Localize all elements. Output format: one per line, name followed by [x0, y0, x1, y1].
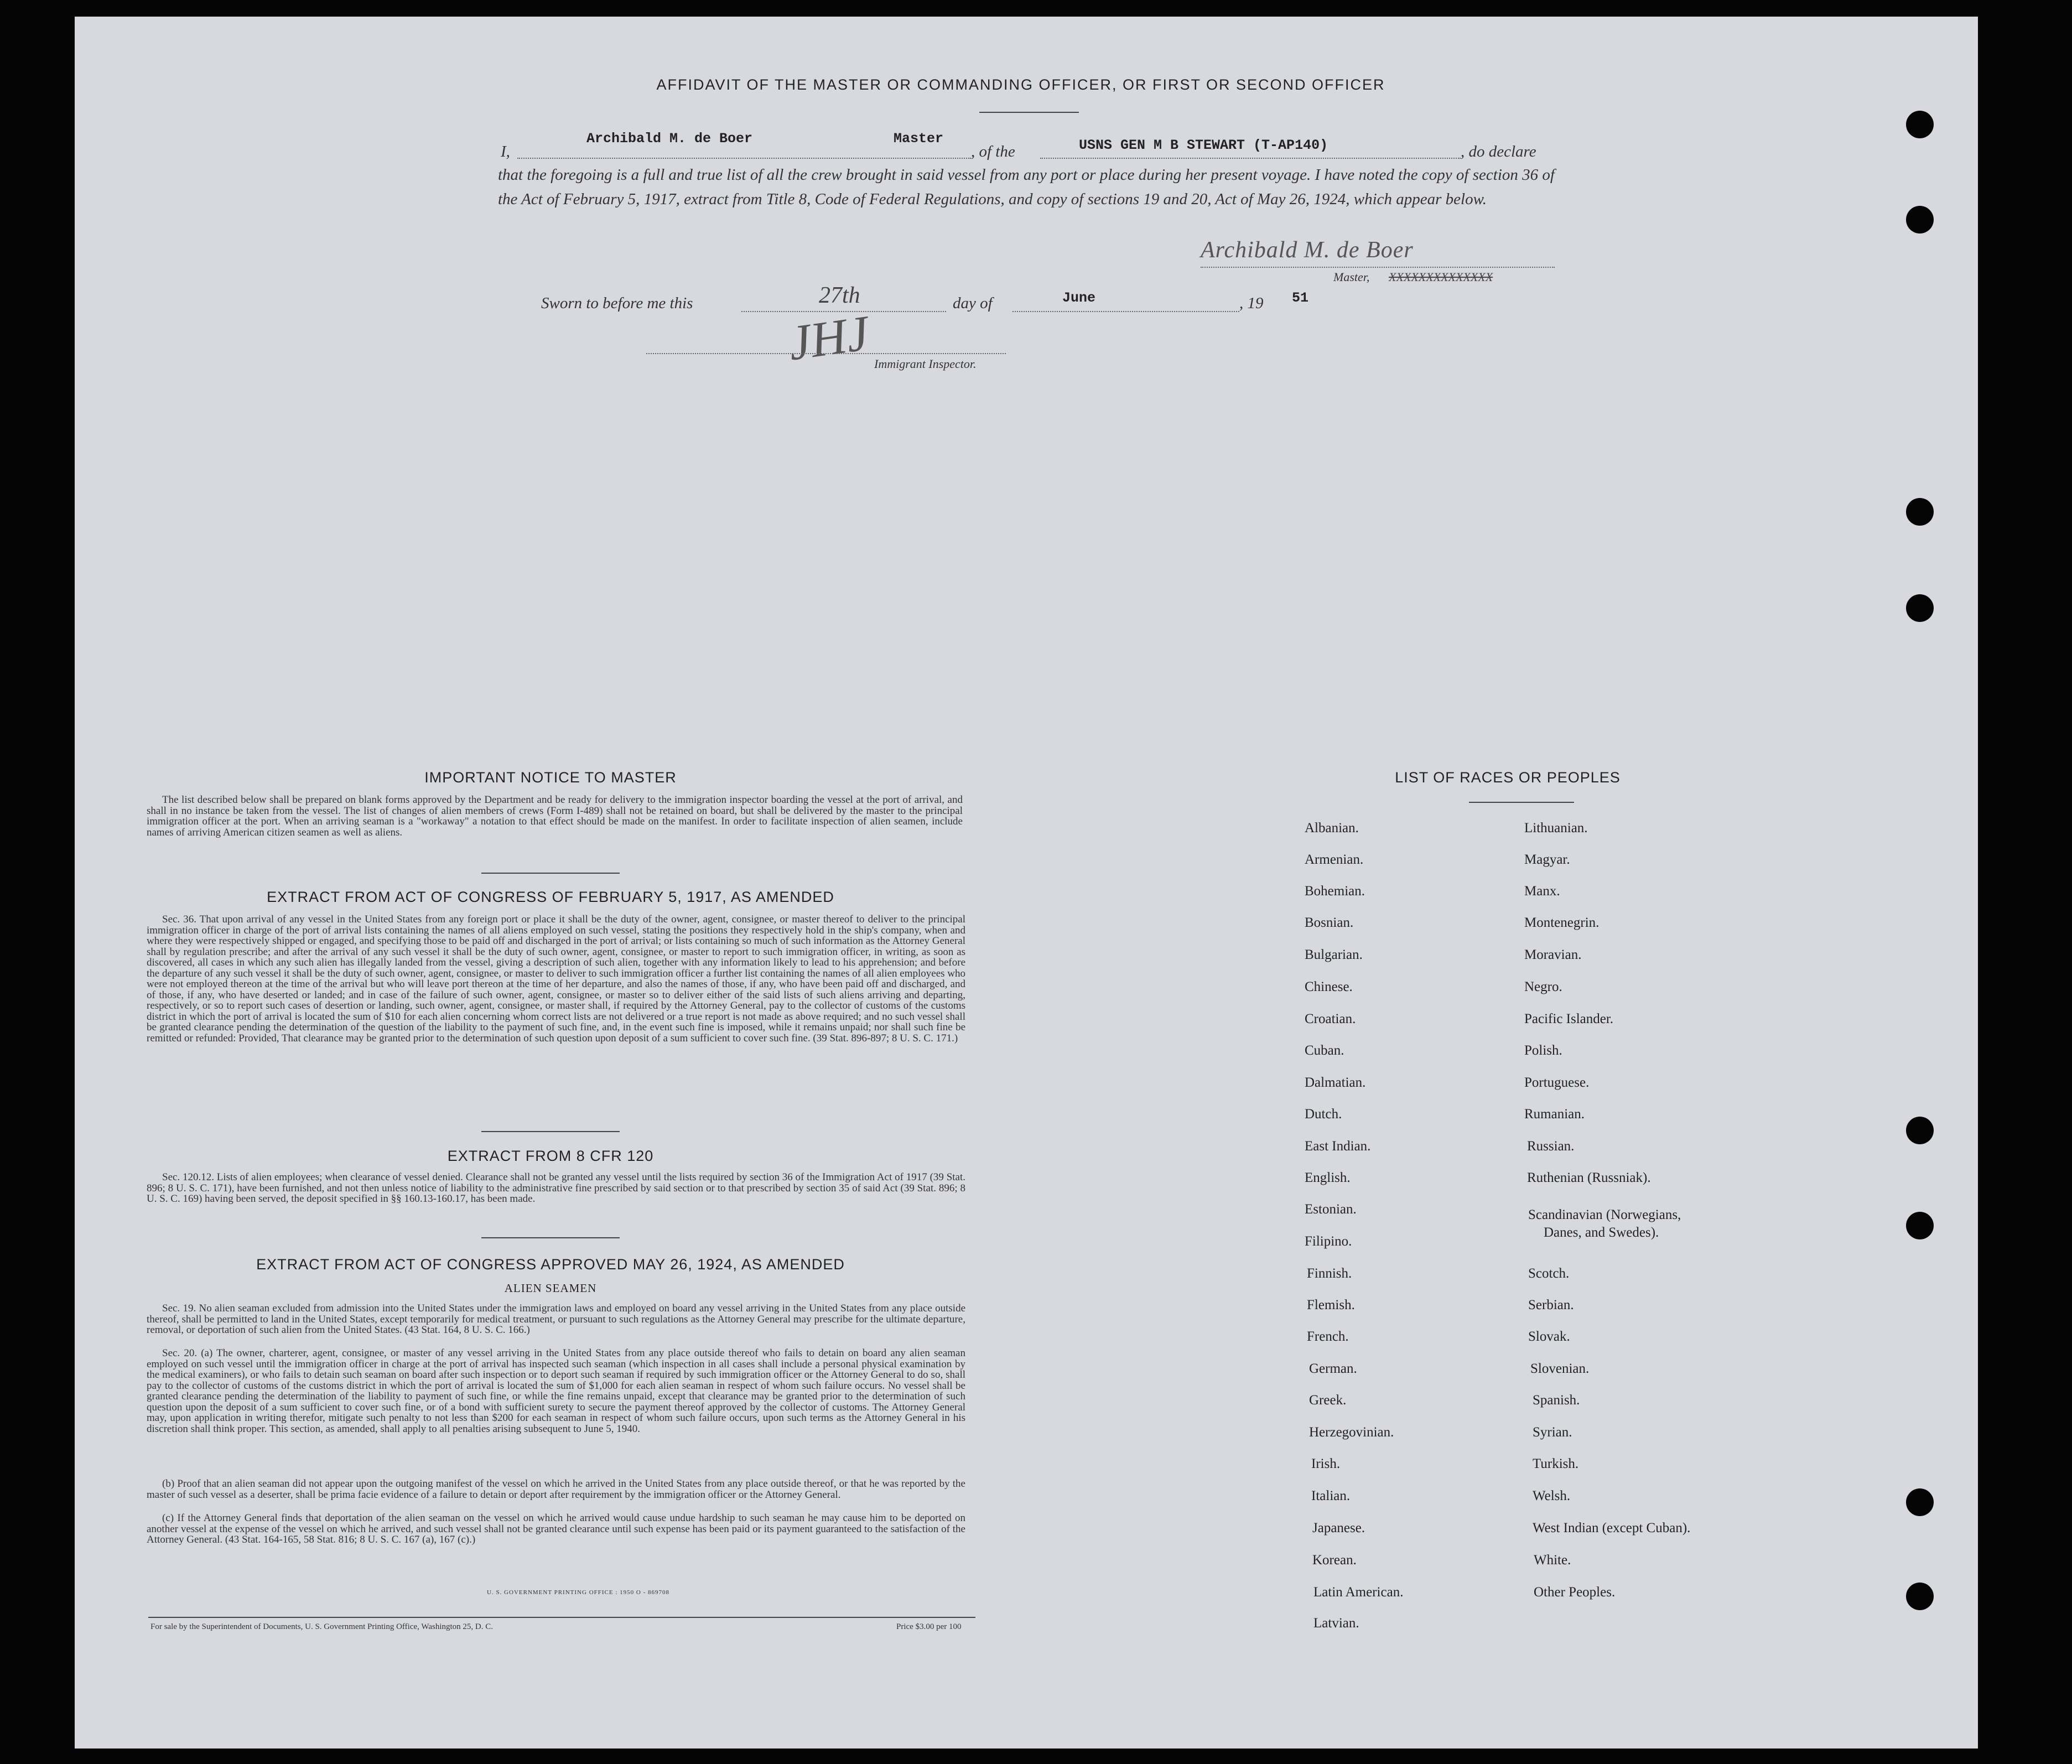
punch-hole: [1906, 498, 1934, 526]
race-item: Chinese.: [1305, 979, 1353, 994]
i-label: I,: [501, 143, 510, 160]
race-item: Bulgarian.: [1305, 947, 1363, 962]
race-item: Lithuanian.: [1524, 821, 1588, 836]
race-item: Pacific Islander.: [1524, 1011, 1614, 1026]
race-item: Armenian.: [1305, 852, 1364, 867]
day-of-label: day of: [953, 294, 993, 312]
punch-hole: [1906, 1117, 1934, 1144]
sworn-year: 51: [1292, 290, 1309, 306]
race-item: Dalmatian.: [1305, 1075, 1366, 1090]
of-the-label: , of the: [971, 143, 1015, 160]
race-item: Japanese.: [1312, 1521, 1365, 1535]
race-item: Italian.: [1311, 1488, 1351, 1503]
races-title: LIST OF RACES OR PEOPLES: [1395, 769, 1621, 786]
extract-1917-title: EXTRACT FROM ACT OF CONGRESS OF FEBRUARY 5, 1917, AS AMENDED: [267, 889, 834, 905]
punch-hole: [1906, 1488, 1934, 1516]
extract-1924-subtitle: ALIEN SEAMEN: [504, 1282, 597, 1295]
race-item: Dutch.: [1305, 1107, 1342, 1122]
race-item: Latin American.: [1313, 1585, 1404, 1600]
race-item: Other Peoples.: [1534, 1585, 1616, 1600]
signature-line: [1201, 267, 1555, 268]
race-item: Flemish.: [1307, 1298, 1355, 1312]
master-rank: Master: [894, 131, 944, 147]
footer-price: Price $3.00 per 100: [896, 1622, 962, 1631]
race-item: Croatian.: [1305, 1011, 1356, 1026]
race-item: Finnish.: [1307, 1266, 1352, 1281]
name-field-line: [517, 158, 971, 159]
sworn-month: June: [1062, 290, 1096, 306]
footer-rule: [148, 1617, 975, 1618]
divider: [481, 1237, 620, 1238]
punch-hole: [1906, 206, 1934, 234]
race-item: English.: [1305, 1170, 1351, 1185]
race-item: Portuguese.: [1524, 1075, 1590, 1090]
struck-title: XXXXXXXXXXXXXX: [1389, 270, 1493, 284]
affidavit-title: AFFIDAVIT OF THE MASTER OR COMMANDING OFFICER, OR FIRST OR SECOND OFFICER: [656, 76, 1385, 93]
race-item: Filipino.: [1305, 1234, 1352, 1249]
punch-hole: [1906, 111, 1934, 138]
sworn-day: 27th: [819, 283, 860, 308]
notice-text: The list described below shall be prepared on blank forms approved by the Department and be ready for delivery to the immigration inspector boarding the vessel at the port of arrival, and shall in no instance be taken from the vessel. The list of changes of alien members of crews (Form I-489) shall not be retained on board, but shall be delivered by the master to the principal immigration officer at the port. When an arriving seaman is a "workaway" a notation to that effect should be made on the manifest. In order to facilitate inspection of alien seamen, include names of arriving American citizen seamen as well as aliens.: [147, 794, 963, 838]
race-item: Albanian.: [1305, 821, 1359, 836]
race-item: Latvian.: [1313, 1616, 1359, 1631]
race-item: Welsh.: [1533, 1488, 1571, 1503]
do-declare-label: , do declare: [1461, 143, 1536, 160]
race-item: Moravian.: [1524, 947, 1582, 962]
divider: [481, 873, 620, 874]
race-item: Serbian.: [1528, 1298, 1574, 1312]
race-item: Negro.: [1524, 979, 1562, 994]
vessel-field-line: [1040, 158, 1461, 159]
race-item: Herzegovinian.: [1309, 1425, 1394, 1440]
sworn-label: Sworn to before me this: [541, 294, 693, 312]
inspector-signature: JHJ: [785, 305, 873, 371]
race-item: Bohemian.: [1305, 884, 1365, 899]
race-item: Manx.: [1524, 884, 1560, 899]
extract-1917-text: Sec. 36. That upon arrival of any vessel in the United States from any foreign port or place it shall be the duty of the owner, agent, consignee, or master thereof to deliver to the principal immigration officer in charge of the port of arrival lists containing the names of all aliens employed on such vessel, stating the positions they respectively hold in the ship's company, when and where they were respectively shipped or engaged, and specifying those to be paid off and discharged in the port of arrival; or lists containing so much of such information as the Attorney General shall by regulation prescribe; and after the arrival of any such vessel it shall be the duty of such owner, agent, consignee, or master to report to such immigration officer, in writing, as soon as discovered, all cases in which any such alien has illegally landed from the vessel, giving a description of such alien, together with any information likely to lead to his apprehension; and before the departure of any such vessel it shall be the duty of such owner, agent, consignee, or master to deliver to such immigration officer a further list containing the names of all alien employees who were not employed thereon at the time of the arrival but who will leave port thereon at the time of her departure, and also the names of those, if any, who have been paid off and discharged, and of those, if any, who have deserted or landed; and in case of the failure of such owner, agent, consignee, or master so to deliver either of the said lists of such aliens arriving and departing, respectively, or so to report such cases of desertion or landing, such owner, agent, consignee, or master shall, if required by the Attorney General, pay to the collector of customs of the customs district in which the port of arrival is located the sum of $10 for each alien concerning whom correct lists are not delivered or a true report is not made as above required; and no such vessel shall be granted clearance pending the determination of the question of the liability to the payment of such fine, and, in the event such fine is imposed, while it remains unpaid; nor shall such fine be remitted or refunded: Provided, That clearance may be granted prior to the determination of such question upon deposit of a sum sufficient to cover such fine. (39 Stat. 896-897; 8 U. S. C. 171.): [147, 914, 965, 1044]
inspector-line: [646, 353, 1006, 354]
races-divider: [1469, 802, 1574, 803]
printing-office: U. S. GOVERNMENT PRINTING OFFICE : 1950 O - 869708: [487, 1589, 670, 1596]
month-field-line: [1012, 311, 1239, 312]
extract-cfr-title: EXTRACT FROM 8 CFR 120: [447, 1148, 654, 1164]
signature-title: Master,: [1333, 270, 1370, 284]
sec-20b-text: (b) Proof that an alien seaman did not appear upon the outgoing manifest of the vessel on which he arrived in the United States from any place outside thereof, or that he was reported by the master of such vessel as a deserter, shall be prima facie evidence of a failure to detain or deport after requirement by the immigration officer or the Attorney General.: [147, 1478, 965, 1501]
race-item: Danes, and Swedes).: [1544, 1225, 1659, 1240]
race-item: Korean.: [1312, 1553, 1357, 1568]
punch-hole: [1906, 1583, 1934, 1610]
race-item: Magyar.: [1524, 852, 1570, 867]
extract-cfr-text: Sec. 120.12. Lists of alien employees; when clearance of vessel denied. Clearance shall not be granted any vessel until the lists required by section 36 of the Immigration Act of 1917 (39 Stat. 896; 8 U. S. C. 171), have been furnished, and not then unless notice of liability to the administrative fine prescribed by said section or to that prescribed by section 35 of said Act (39 Stat. 896; 8 U. S. C. 169) having been served, the deposit specified in §§ 160.13-160.17, has been made.: [147, 1171, 965, 1205]
race-item: Russian.: [1527, 1139, 1575, 1154]
race-item: German.: [1309, 1361, 1357, 1376]
footer-sale: For sale by the Superintendent of Documents, U. S. Government Printing Office, Washington 25, D. C.: [150, 1622, 493, 1631]
extract-1924-title: EXTRACT FROM ACT OF CONGRESS APPROVED MAY 26, 1924, AS AMENDED: [256, 1256, 845, 1273]
sec-19-text: Sec. 19. No alien seaman excluded from admission into the United States under the immigration laws and employed on board any vessel arriving in the United States from any place outside thereof, shall be permitted to land in the United States, except temporarily for medical treatment, or pursuant to such regulations as the Attorney General may prescribe for the ultimate departure, removal, or deportation of such alien from the United States. (43 Stat. 164, 8 U. S. C. 166.): [147, 1303, 965, 1336]
race-item: Syrian.: [1533, 1425, 1572, 1440]
inspector-label: Immigrant Inspector.: [874, 357, 977, 371]
race-item: Scandinavian (Norwegians,: [1528, 1207, 1681, 1222]
race-item: Cuban.: [1305, 1043, 1344, 1058]
race-item: East Indian.: [1305, 1139, 1371, 1154]
year-prefix: , 19: [1239, 294, 1264, 312]
title-divider: [979, 112, 1079, 113]
race-item: Greek.: [1309, 1393, 1347, 1408]
race-item: Montenegrin.: [1524, 915, 1600, 930]
race-item: Irish.: [1311, 1456, 1341, 1471]
race-item: Slovenian.: [1530, 1361, 1590, 1376]
race-item: Bosnian.: [1305, 915, 1354, 930]
master-name: Archibald M. de Boer: [586, 131, 753, 147]
race-item: French.: [1307, 1329, 1349, 1344]
sec-20c-text: (c) If the Attorney General finds that deportation of the alien seaman on the vessel on which he arrived would cause undue hardship to such seaman he may cause him to be deported on another vessel at the expense of the vessel on which he arrived, and such vessel shall not be granted clearance until such expense has been paid or its payment guaranteed to the satisfaction of the Attorney General. (43 Stat. 164-165, 58 Stat. 816; 8 U. S. C. 167 (a), 167 (c).): [147, 1512, 965, 1545]
race-item: Scotch.: [1528, 1266, 1570, 1281]
race-item: Slovak.: [1528, 1329, 1570, 1344]
punch-hole: [1906, 1212, 1934, 1239]
race-item: Spanish.: [1533, 1393, 1580, 1408]
race-item: Turkish.: [1533, 1456, 1579, 1471]
race-item: Polish.: [1524, 1043, 1562, 1058]
vessel-name: USNS GEN M B STEWART (T-AP140): [1079, 137, 1328, 153]
race-item: Estonian.: [1305, 1202, 1357, 1217]
notice-title: IMPORTANT NOTICE TO MASTER: [424, 769, 677, 786]
sec-20a-text: Sec. 20. (a) The owner, charterer, agent, consignee, or master of any vessel arriving in the United States from any place outside thereof who fails to detain on board any alien seaman employed on such vessel until the immigration officer in charge at the port of arrival has inspected such seaman (which inspection in all cases shall include a personal physical examination by the medical examiners), or who fails to detain such seaman on board after such inspection or to deport such seaman if required by such immigration officer or the Attorney General to do so, shall pay to the collector of customs of the customs district in which the port of arrival is located the sum of $1,000 for each alien seaman in respect of whom such failure occurs. No vessel shall be granted clearance pending the determination of the liability to payment of such fine, or while the fine remains unpaid, except that clearance may be granted prior to the determination of such question upon the deposit of a sum sufficient to cover such fine, or of a bond with sufficient surety to secure the payment thereof approved by the collector of customs. The Attorney General may, upon application in writing therefor, mitigate such penalty to not less than $200 for each seaman in respect of whom such failure occurs, upon such terms as the Attorney General in his discretion shall think proper. This section, as amended, shall apply to all penalties arising subsequent to June 5, 1940.: [147, 1347, 965, 1435]
punch-hole: [1906, 594, 1934, 622]
race-item: Rumanian.: [1524, 1107, 1585, 1122]
race-item: White.: [1534, 1553, 1571, 1568]
divider: [481, 1131, 620, 1132]
race-item: West Indian (except Cuban).: [1533, 1521, 1691, 1535]
race-item: Ruthenian (Russniak).: [1527, 1170, 1651, 1185]
declaration-text: that the foregoing is a full and true list of all the crew brought in said vessel from any port or place during her present voyage. I have noted the copy of section 36 of the Act of February 5, 1917, extract from Title 8, Code of Federal Regulations, and copy of sections 19 and 20, Act of May 26, 1924, which appear below.: [498, 166, 1555, 208]
master-signature: Archibald M. de Boer: [1201, 237, 1414, 263]
